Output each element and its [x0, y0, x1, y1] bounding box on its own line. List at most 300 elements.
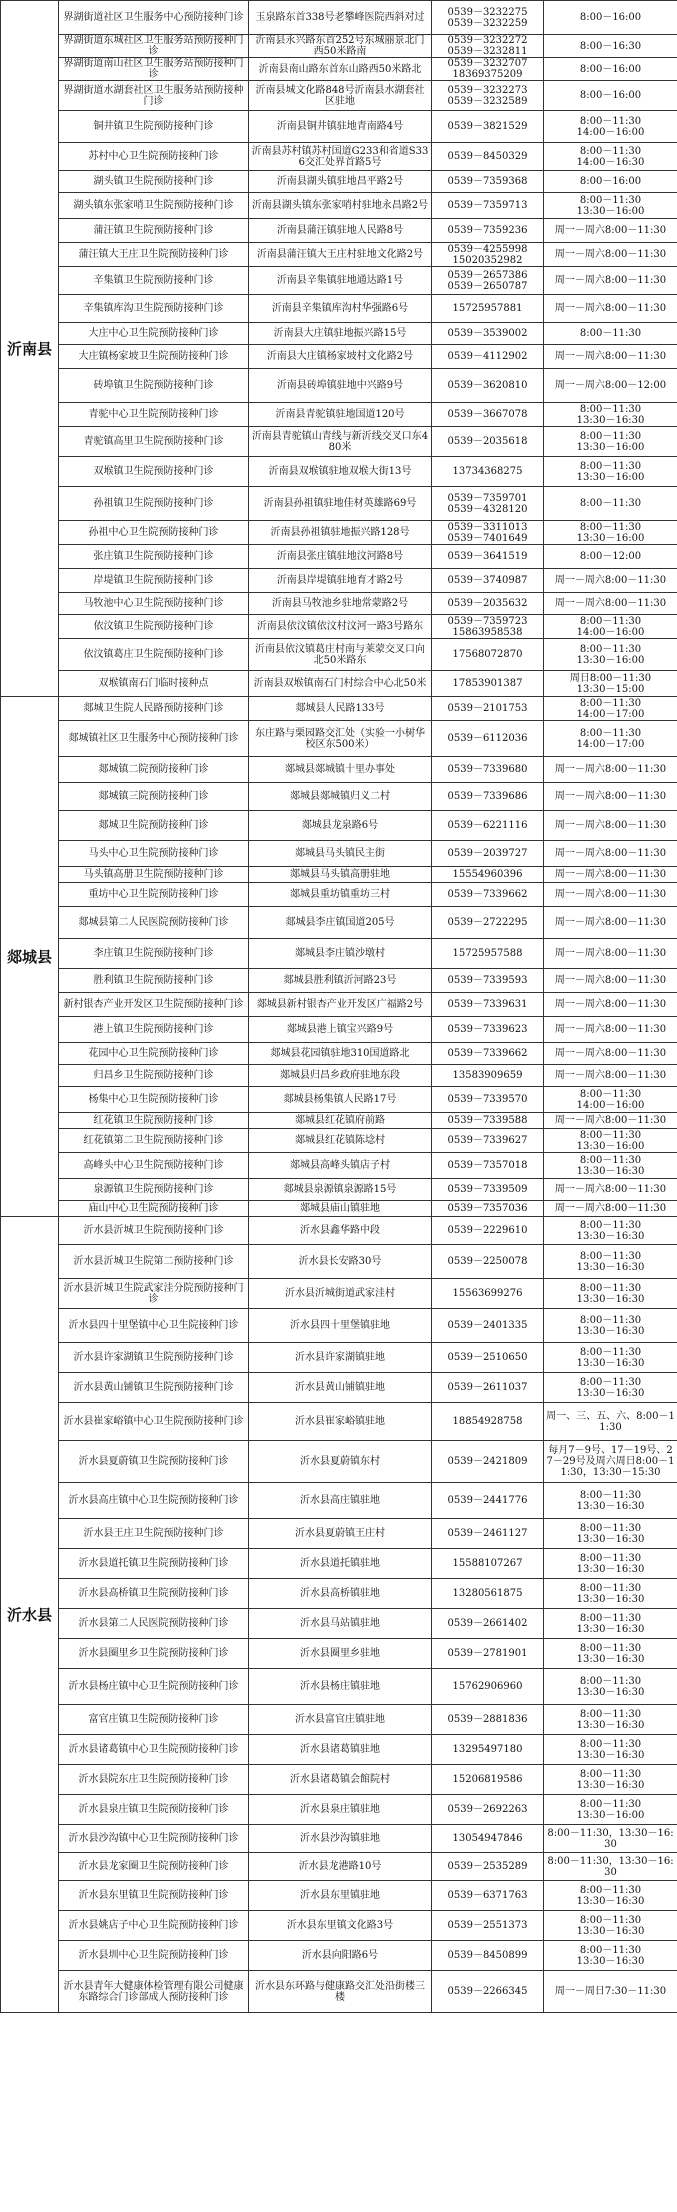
clinic-address: 沂南县双堠镇南石门村综合中心北50米 [249, 671, 432, 697]
clinic-hours: 周一－周六8:00－11:30 [544, 811, 677, 841]
table-row [1, 1881, 677, 1911]
clinic-address: 郯城县重坊镇重坊三村 [249, 883, 432, 907]
table-row [1, 403, 677, 427]
clinic-phone: 0539－7357036 [432, 1201, 544, 1217]
clinic-phone: 0539－6112036 [432, 721, 544, 757]
clinic-hours: 每月7－9号、17－19号、27－29号及周六周日8:00－11:30，13:30－15:30 [544, 1441, 677, 1483]
clinic-address: 郯城县马头镇民主街 [249, 841, 432, 867]
table-row [1, 907, 677, 939]
clinic-phone: 0539－8450899 [432, 1941, 544, 1971]
clinic-address: 沂南县蒲汪镇大王庄村驻地文化路2号 [249, 243, 432, 267]
table-row [1, 545, 677, 569]
clinic-address: 沂南县依汶镇葛庄村南与莱蒙交叉口向北50米路东 [249, 639, 432, 671]
clinic-hours: 8:00－11:30 13:30－16:30 [544, 1705, 677, 1735]
table-row [1, 1765, 677, 1795]
clinic-name: 沂水县圳中心卫生院预防接种门诊 [59, 1941, 249, 1971]
clinic-hours: 8:00－16:00 [544, 58, 677, 81]
table-row [1, 1795, 677, 1825]
clinic-phone: 13280561875 [432, 1579, 544, 1609]
clinic-phone: 0539－7339588 [432, 1113, 544, 1129]
clinic-name: 沂水县院东庄卫生院预防接种门诊 [59, 1765, 249, 1795]
clinic-phone: 0539－7359701 0539－4328120 [432, 487, 544, 521]
clinic-phone: 15206819586 [432, 1765, 544, 1795]
clinic-hours: 8:00－11:30 13:30－16:30 [544, 1765, 677, 1795]
clinic-address: 沂水县高庄镇驻地 [249, 1483, 432, 1519]
table-row [1, 1309, 677, 1343]
clinic-hours: 8:00－11:30 13:30－16:30 [544, 1881, 677, 1911]
clinic-phone: 0539－3311013 0539－7401649 [432, 521, 544, 545]
table-row [1, 1403, 677, 1441]
clinic-phone: 0539－2657386 0539－2650787 [432, 267, 544, 295]
clinic-name: 依汶镇卫生院预防接种门诊 [59, 615, 249, 639]
clinic-address: 东庄路与栗园路交汇处（实验一小树华校区东500米） [249, 721, 432, 757]
clinic-phone: 0539－2441776 [432, 1483, 544, 1519]
clinic-address: 沂南县南山路东首东山路西50米路北 [249, 58, 432, 81]
clinic-address: 沂南县青驼镇驻地国道120号 [249, 403, 432, 427]
clinic-address: 沂水县富官庄镇驻地 [249, 1705, 432, 1735]
clinic-phone: 0539－3232273 0539－3232589 [432, 81, 544, 111]
clinic-name: 杨集中心卫生院预防接种门诊 [59, 1087, 249, 1113]
table-row [1, 1153, 677, 1179]
clinic-address: 沂水县夏蔚镇王庄村 [249, 1519, 432, 1549]
clinic-hours: 8:00－11:30 13:30－16:00 [544, 1129, 677, 1153]
clinic-name: 孙祖中心卫生院预防接种门诊 [59, 521, 249, 545]
clinic-hours: 8:00－11:30 13:30－16:00 [544, 639, 677, 671]
clinic-name: 界湖街道社区卫生服务中心预防接种门诊 [59, 1, 249, 35]
clinic-hours: 8:00－11:30 [544, 487, 677, 521]
clinic-address: 沂南县永兴路东首252号东城丽景北门西50米路南 [249, 35, 432, 58]
clinic-hours: 周一－周六8:00－11:30 [544, 969, 677, 993]
clinic-address: 沂水县夏蔚镇东村 [249, 1441, 432, 1483]
clinic-phone: 0539－2722295 [432, 907, 544, 939]
clinic-address: 沂水县崔家峪镇驻地 [249, 1403, 432, 1441]
table-row [1, 1065, 677, 1087]
clinic-address: 沂南县辛集镇库沟村华强路6号 [249, 295, 432, 323]
clinic-hours: 8:00－16:00 [544, 1, 677, 35]
clinic-phone: 0539－2101753 [432, 697, 544, 721]
clinic-name: 辛集镇库沟卫生院预防接种门诊 [59, 295, 249, 323]
table-row [1, 1, 677, 35]
clinic-phone: 13295497180 [432, 1735, 544, 1765]
clinic-phone: 0539－2661402 [432, 1609, 544, 1639]
clinic-phone: 0539－7339627 [432, 1129, 544, 1153]
clinic-name: 砖埠镇卫生院预防接种门诊 [59, 369, 249, 403]
clinic-address: 沂南县双堠镇驻地双堠大街13号 [249, 457, 432, 487]
clinic-name: 沂水县四十里堡镇中心卫生院接种门诊 [59, 1309, 249, 1343]
clinic-phone: 0539－7359368 [432, 171, 544, 193]
county-name: 沂南县 [1, 1, 59, 697]
clinic-hours: 周一－周六8:00－11:30 [544, 1113, 677, 1129]
clinic-address: 沂水县黄山铺镇驻地 [249, 1373, 432, 1403]
clinic-address: 郯城县高峰头镇店子村 [249, 1153, 432, 1179]
clinic-hours: 周一－周六8:00－11:30 [544, 219, 677, 243]
clinic-address: 沂南县岸堤镇驻地育才路2号 [249, 569, 432, 593]
table-row [1, 1201, 677, 1217]
clinic-name: 李庄镇卫生院预防接种门诊 [59, 939, 249, 969]
clinic-address: 郯城县归昌乡政府驻地东段 [249, 1065, 432, 1087]
county-name: 郯城县 [1, 697, 59, 1217]
table-row [1, 1245, 677, 1279]
clinic-hours: 8:00－11:30 13:30－16:30 [544, 1549, 677, 1579]
clinic-name: 归昌乡卫生院预防接种门诊 [59, 1065, 249, 1087]
clinic-address: 沂水县泉庄镇驻地 [249, 1795, 432, 1825]
clinic-hours: 8:00－11:30 13:30－16:30 [544, 1735, 677, 1765]
table-row [1, 143, 677, 171]
clinic-phone: 0539－6371763 [432, 1881, 544, 1911]
clinic-hours: 周一－周六8:00－11:30 [544, 345, 677, 369]
clinic-phone: 0539－7359236 [432, 219, 544, 243]
clinic-phone: 0539－2401335 [432, 1309, 544, 1343]
clinic-address: 沂南县湖头镇东张家哨村驻地永昌路2号 [249, 193, 432, 219]
clinic-hours: 周一－周六8:00－11:30 [544, 1043, 677, 1065]
clinic-name: 沂水县夏蔚镇卫生院预防接种门诊 [59, 1441, 249, 1483]
clinic-hours: 8:00－11:30 14:00－16:00 [544, 1087, 677, 1113]
clinic-address: 沂南县砖埠镇驻地中兴路9号 [249, 369, 432, 403]
clinic-address: 沂南县大庄镇驻地振兴路15号 [249, 323, 432, 345]
clinic-name: 郯城县第二人民医院预防接种门诊 [59, 907, 249, 939]
clinic-address: 沂南县蒲汪镇驻地人民路8号 [249, 219, 432, 243]
table-row [1, 593, 677, 615]
clinic-address: 沂水县龙港路10号 [249, 1853, 432, 1881]
clinic-hours: 8:00－11:30 14:00－16:00 [544, 615, 677, 639]
clinic-phone: 0539－7359723 15863958538 [432, 615, 544, 639]
clinic-hours: 周一－周六8:00－11:30 [544, 993, 677, 1017]
clinic-address: 郯城县庙山镇驻地 [249, 1201, 432, 1217]
clinic-hours: 周一－周六8:00－11:30 [544, 757, 677, 783]
clinic-phone: 0539－7359713 [432, 193, 544, 219]
clinic-address: 郯城县胜利镇沂河路23号 [249, 969, 432, 993]
clinic-name: 郯城镇社区卫生服务中心预防接种门诊 [59, 721, 249, 757]
county-name: 沂水县 [1, 1217, 59, 2013]
clinic-phone: 0539－6221116 [432, 811, 544, 841]
clinic-phone: 0539－2229610 [432, 1217, 544, 1245]
clinic-hours: 8:00－11:30 13:30－16:30 [544, 1309, 677, 1343]
clinic-hours: 周一－周六8:00－11:30 [544, 907, 677, 939]
clinic-hours: 周一－周日7:30－11:30 [544, 1971, 677, 2013]
clinic-phone: 0539－3667078 [432, 403, 544, 427]
clinic-name: 苏村中心卫生院预防接种门诊 [59, 143, 249, 171]
clinic-address: 沂水县四十里堡镇驻地 [249, 1309, 432, 1343]
clinic-address: 沂水县圈里乡驻地 [249, 1639, 432, 1669]
clinic-hours: 周一－周六8:00－11:30 [544, 883, 677, 907]
table-row [1, 171, 677, 193]
table-row [1, 1705, 677, 1735]
clinic-name: 郯城镇二院预防接种门诊 [59, 757, 249, 783]
clinic-phone: 0539－2035632 [432, 593, 544, 615]
table-row [1, 1179, 677, 1201]
clinic-phone: 0539－7339509 [432, 1179, 544, 1201]
table-row [1, 757, 677, 783]
clinic-phone: 0539－2039727 [432, 841, 544, 867]
clinic-phone: 13734368275 [432, 457, 544, 487]
clinic-name: 沂水县许家湖镇卫生院预防接种门诊 [59, 1343, 249, 1373]
clinic-name: 辛集镇卫生院预防接种门诊 [59, 267, 249, 295]
clinic-hours: 周一－周六8:00－11:30 [544, 867, 677, 883]
table-row [1, 1609, 677, 1639]
clinic-name: 郯城卫生院预防接种门诊 [59, 811, 249, 841]
clinic-hours: 8:00－12:00 [544, 545, 677, 569]
clinic-hours: 8:00－11:30 13:30－16:30 [544, 1941, 677, 1971]
clinic-phone: 18854928758 [432, 1403, 544, 1441]
clinic-hours: 8:00－11:30 13:30－16:30 [544, 1373, 677, 1403]
clinic-address: 郯城县泉源镇泉源路15号 [249, 1179, 432, 1201]
table-row [1, 615, 677, 639]
clinic-hours: 8:00－16:30 [544, 35, 677, 58]
clinic-name: 依汶镇葛庄卫生院预防接种门诊 [59, 639, 249, 671]
clinic-phone: 0539－2266345 [432, 1971, 544, 2013]
table-row [1, 841, 677, 867]
table-row [1, 1549, 677, 1579]
clinic-hours: 周一－周六8:00－11:30 [544, 783, 677, 811]
clinic-name: 花园中心卫生院预防接种门诊 [59, 1043, 249, 1065]
table-row [1, 1825, 677, 1853]
clinic-address: 沂水县道托镇驻地 [249, 1549, 432, 1579]
clinic-phone: 0539－2250078 [432, 1245, 544, 1279]
clinic-address: 郯城县红花镇府前路 [249, 1113, 432, 1129]
clinic-address: 郯城县龙泉路6号 [249, 811, 432, 841]
clinic-address: 沂水县向阳路6号 [249, 1941, 432, 1971]
clinic-hours: 8:00－11:30 13:30－16:00 [544, 193, 677, 219]
clinic-name: 沂水县沂城卫生院预防接种门诊 [59, 1217, 249, 1245]
clinic-name: 新村银杏产业开发区卫生院预防接种门诊 [59, 993, 249, 1017]
table-row [1, 569, 677, 593]
table-row [1, 1043, 677, 1065]
clinic-phone: 0539－7339662 [432, 883, 544, 907]
table-row [1, 457, 677, 487]
table-row [1, 267, 677, 295]
table-row [1, 969, 677, 993]
clinic-hours: 8:00－11:30 13:30－16:30 [544, 1911, 677, 1941]
clinic-name: 沂水县沂城卫生院武家洼分院预防接种门诊 [59, 1279, 249, 1309]
clinic-hours: 8:00－11:30 13:30－16:30 [544, 1343, 677, 1373]
clinic-phone: 0539－7339686 [432, 783, 544, 811]
clinic-address: 沂南县孙祖镇驻地佳材英雄路69号 [249, 487, 432, 521]
table-row [1, 1129, 677, 1153]
clinic-name: 蒲汪镇卫生院预防接种门诊 [59, 219, 249, 243]
clinic-phone: 13583909659 [432, 1065, 544, 1087]
clinic-hours: 8:00－11:30 13:30－16:30 [544, 1483, 677, 1519]
clinic-hours: 8:00－11:30，13:30－16:30 [544, 1853, 677, 1881]
clinic-hours: 周一－周六8:00－11:30 [544, 569, 677, 593]
clinic-address: 沂南县青驼镇山青线与新沂线交叉口东480米 [249, 427, 432, 457]
clinic-name: 铜井镇卫生院预防接种门诊 [59, 111, 249, 143]
clinic-hours: 周一－周六8:00－11:30 [544, 939, 677, 969]
clinic-phone: 0539－2881836 [432, 1705, 544, 1735]
table-row [1, 1971, 677, 2013]
table-row [1, 219, 677, 243]
clinic-name: 岸堤镇卫生院预防接种门诊 [59, 569, 249, 593]
clinic-hours: 周一－周六8:00－11:30 [544, 1017, 677, 1043]
clinic-hours: 周一－周六8:00－11:30 [544, 1201, 677, 1217]
table-row [1, 81, 677, 111]
clinic-hours: 8:00－11:30 13:30－16:30 [544, 1279, 677, 1309]
table-row [1, 1113, 677, 1129]
clinic-phone: 0539－2035618 [432, 427, 544, 457]
clinic-hours: 周一－周六8:00－11:30 [544, 1179, 677, 1201]
clinic-address: 沂水县鑫华路中段 [249, 1217, 432, 1245]
clinic-phone: 0539－7339680 [432, 757, 544, 783]
clinic-name: 孙祖镇卫生院预防接种门诊 [59, 487, 249, 521]
table-row [1, 1519, 677, 1549]
clinic-hours: 8:00－11:30 13:30－16:30 [544, 1217, 677, 1245]
clinic-address: 沂水县马站镇驻地 [249, 1609, 432, 1639]
clinic-address: 郯城县港上镇宝兴路9号 [249, 1017, 432, 1043]
clinic-address: 沂水县沂城街道武家洼村 [249, 1279, 432, 1309]
clinic-address: 沂水县东里镇驻地 [249, 1881, 432, 1911]
clinic-phone: 15725957881 [432, 295, 544, 323]
clinic-address: 沂南县城文化路848号沂南县水湖套社区驻地 [249, 81, 432, 111]
clinic-name: 泉源镇卫生院预防接种门诊 [59, 1179, 249, 1201]
clinic-phone: 13054947846 [432, 1825, 544, 1853]
clinic-address: 沂南县辛集镇驻地通达路1号 [249, 267, 432, 295]
clinic-name: 沂水县道托镇卫生院预防接种门诊 [59, 1549, 249, 1579]
clinic-hours: 周一－周六8:00－11:30 [544, 295, 677, 323]
clinic-name: 沂水县东里镇卫生院预防接种门诊 [59, 1881, 249, 1911]
table-row [1, 35, 677, 58]
table-row [1, 1343, 677, 1373]
clinic-address: 沂水县杨庄镇驻地 [249, 1669, 432, 1705]
clinic-name: 沂水县沂城卫生院第二预防接种门诊 [59, 1245, 249, 1279]
clinic-name: 蒲汪镇大王庄卫生院预防接种门诊 [59, 243, 249, 267]
clinic-hours: 8:00－11:30 13:30－16:00 [544, 1795, 677, 1825]
clinic-name: 沂水县泉庄镇卫生院预防接种门诊 [59, 1795, 249, 1825]
clinic-hours: 8:00－11:30 14:00－16:00 [544, 111, 677, 143]
clinic-hours: 8:00－11:30 13:30－16:30 [544, 1153, 677, 1179]
clinic-address: 郯城县马头镇高册驻地 [249, 867, 432, 883]
clinic-hours: 周一－周六8:00－11:30 [544, 243, 677, 267]
clinic-hours: 8:00－11:30 13:30－16:30 [544, 1579, 677, 1609]
table-row [1, 1669, 677, 1705]
clinic-name: 沂水县龙家圈卫生院预防接种门诊 [59, 1853, 249, 1881]
table-row [1, 243, 677, 267]
clinic-phone: 0539－7339593 [432, 969, 544, 993]
clinic-name: 双堠镇南石门临时接种点 [59, 671, 249, 697]
clinic-hours: 8:00－11:30 14:00－16:30 [544, 143, 677, 171]
clinic-phone: 15762906960 [432, 1669, 544, 1705]
clinic-name: 沂水县青年大健康体检管理有限公司健康东路综合门诊部成人预防接种门诊 [59, 1971, 249, 2013]
table-row [1, 811, 677, 841]
table-row [1, 1735, 677, 1765]
table-row [1, 697, 677, 721]
clinic-hours: 8:00－11:30 13:30－16:30 [544, 1669, 677, 1705]
clinic-hours: 8:00－16:00 [544, 81, 677, 111]
clinic-address: 沂南县依汶镇依汶村汶河一路3号路东 [249, 615, 432, 639]
clinic-hours: 8:00－11:30 13:30－16:30 [544, 1519, 677, 1549]
clinic-name: 双堠镇卫生院预防接种门诊 [59, 457, 249, 487]
clinic-address: 沂水县诸葛镇驻地 [249, 1735, 432, 1765]
table-row [1, 1853, 677, 1881]
clinic-name: 界湖街道水湖套社区卫生服务站预防接种门诊 [59, 81, 249, 111]
clinic-phone: 17568072870 [432, 639, 544, 671]
table-row [1, 721, 677, 757]
clinic-name: 沂水县第二人民医院预防接种门诊 [59, 1609, 249, 1639]
clinic-name: 沂水县圈里乡卫生院预防接种门诊 [59, 1639, 249, 1669]
clinic-phone: 0539－2692263 [432, 1795, 544, 1825]
table-row [1, 345, 677, 369]
clinic-phone: 0539－3620810 [432, 369, 544, 403]
clinic-phone: 0539－3641519 [432, 545, 544, 569]
clinic-address: 玉泉路东首338号老攀峰医院西斜对过 [249, 1, 432, 35]
table-row [1, 323, 677, 345]
table-row [1, 1087, 677, 1113]
clinic-hours: 8:00－11:30 13:30－16:00 [544, 427, 677, 457]
clinic-name: 界湖街道南山社区卫生服务站预防接种门诊 [59, 58, 249, 81]
clinic-phone: 0539－3232707 18369375209 [432, 58, 544, 81]
clinic-address: 郯城县杨集镇人民路17号 [249, 1087, 432, 1113]
clinic-address: 沂南县苏村镇苏村国道G233和省道S336交汇处界首路5号 [249, 143, 432, 171]
clinic-address: 沂水县东里镇文化路3号 [249, 1911, 432, 1941]
clinic-phone: 0539－7339662 [432, 1043, 544, 1065]
table-row [1, 993, 677, 1017]
clinic-hours: 8:00－11:30 14:00－17:00 [544, 721, 677, 757]
table-row [1, 883, 677, 907]
clinic-hours: 周一－周六8:00－11:30 [544, 267, 677, 295]
clinic-name: 沂水县崔家峪镇中心卫生院预防接种门诊 [59, 1403, 249, 1441]
clinic-address: 沂南县大庄镇杨家坡村文化路2号 [249, 345, 432, 369]
clinic-hours: 8:00－11:30 13:30－16:00 [544, 521, 677, 545]
table-row [1, 867, 677, 883]
clinic-hours: 8:00－16:00 [544, 171, 677, 193]
clinic-name: 胜利镇卫生院预防接种门诊 [59, 969, 249, 993]
clinic-address: 沂南县铜井镇驻地青南路4号 [249, 111, 432, 143]
clinic-phone: 0539－7339623 [432, 1017, 544, 1043]
clinic-address: 沂南县马牧池乡驻地常蒙路2号 [249, 593, 432, 615]
clinic-name: 马头中心卫生院预防接种门诊 [59, 841, 249, 867]
clinic-hours: 周日8:00－11:30 13:30－15:00 [544, 671, 677, 697]
clinic-name: 湖头镇东张家哨卫生院预防接种门诊 [59, 193, 249, 219]
clinic-phone: 0539－2535289 [432, 1853, 544, 1881]
clinic-table-body [1, 1, 677, 2013]
clinic-hours: 8:00－11:30 13:30－16:30 [544, 403, 677, 427]
clinic-name: 青驼镇高里卫生院预防接种门诊 [59, 427, 249, 457]
clinic-phone: 0539－2611037 [432, 1373, 544, 1403]
clinic-name: 沂水县黄山铺镇卫生院预防接种门诊 [59, 1373, 249, 1403]
table-row [1, 1373, 677, 1403]
clinic-hours: 周一－周六8:00－11:30 [544, 593, 677, 615]
clinic-name: 沂水县杨庄镇中心卫生院预防接种门诊 [59, 1669, 249, 1705]
clinic-address: 郯城县郯城镇归义二村 [249, 783, 432, 811]
clinic-phone: 15725957588 [432, 939, 544, 969]
table-row [1, 427, 677, 457]
clinic-phone: 0539－7339570 [432, 1087, 544, 1113]
clinic-name: 大庄镇杨家坡卫生院预防接种门诊 [59, 345, 249, 369]
clinic-address: 沂南县孙祖镇驻地振兴路128号 [249, 521, 432, 545]
clinic-name: 马牧池中心卫生院预防接种门诊 [59, 593, 249, 615]
clinic-name: 高峰头中心卫生院预防接种门诊 [59, 1153, 249, 1179]
table-row [1, 1911, 677, 1941]
clinic-phone: 0539－3740987 [432, 569, 544, 593]
clinic-name: 沂水县沙沟镇中心卫生院预防接种门诊 [59, 1825, 249, 1853]
table-row [1, 521, 677, 545]
table-row [1, 1217, 677, 1245]
table-row [1, 487, 677, 521]
clinic-name: 港上镇卫生院预防接种门诊 [59, 1017, 249, 1043]
table-row [1, 671, 677, 697]
table-row [1, 1483, 677, 1519]
clinic-phone: 0539－8450329 [432, 143, 544, 171]
clinic-name: 大庄中心卫生院预防接种门诊 [59, 323, 249, 345]
table-row [1, 639, 677, 671]
clinic-hours: 8:00－11:30 14:00－17:00 [544, 697, 677, 721]
clinic-phone: 0539－4112902 [432, 345, 544, 369]
clinic-name: 红花镇第二卫生院预防接种门诊 [59, 1129, 249, 1153]
clinic-name: 湖头镇卫生院预防接种门诊 [59, 171, 249, 193]
clinic-hours: 周一、三、五、六、8:00－11:30 [544, 1403, 677, 1441]
table-row [1, 1579, 677, 1609]
clinic-phone: 15554960396 [432, 867, 544, 883]
clinic-name: 庙山中心卫生院预防接种门诊 [59, 1201, 249, 1217]
clinic-hours: 8:00－11:30 13:30－16:00 [544, 457, 677, 487]
